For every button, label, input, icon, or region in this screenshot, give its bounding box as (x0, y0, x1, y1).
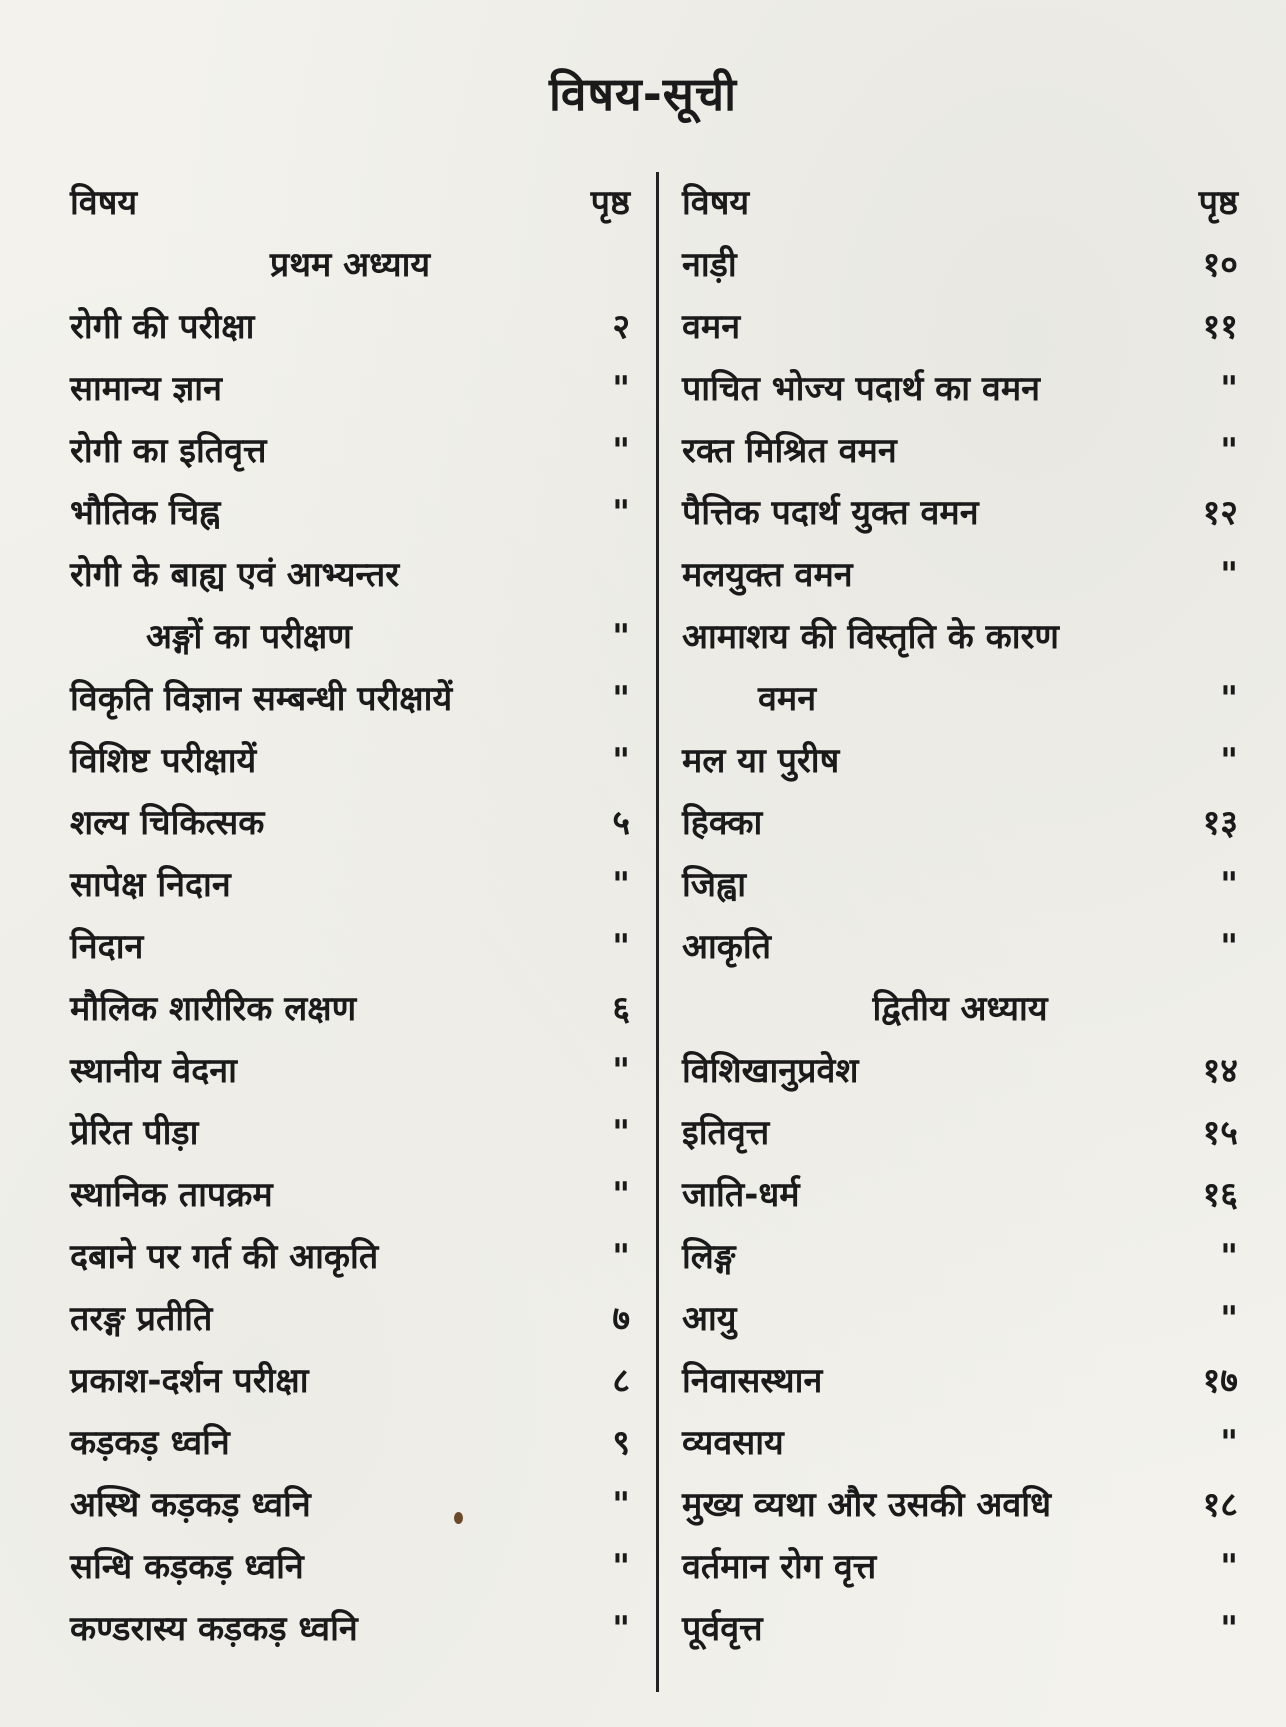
entry-title: मलयुक्त वमन (682, 555, 853, 595)
chapter-title: प्रथम अध्याय (269, 245, 431, 285)
entry-title: रोगी का इतिवृत्त (70, 431, 267, 471)
entry-page-number: ११ (1202, 307, 1238, 347)
toc-entry (70, 1040, 630, 1102)
toc-entry (682, 854, 1238, 916)
toc-entry (682, 234, 1238, 296)
entry-title: विशिष्ट परीक्षायें (70, 741, 257, 781)
entry-page-number: ८ (612, 1361, 630, 1401)
right-entries (682, 234, 1238, 1660)
entry-page-number: १७ (1202, 1361, 1238, 1401)
entry-page-number: " (1220, 1237, 1238, 1277)
toc-entry (682, 792, 1238, 854)
toc-entry (682, 1536, 1238, 1598)
left-column (70, 172, 630, 1660)
entry-title: सन्धि कड़कड़ ध्वनि (70, 1547, 304, 1587)
toc-entry (70, 420, 630, 482)
toc-entry (70, 730, 630, 792)
toc-entry (70, 1598, 630, 1660)
entry-title: वमन (758, 679, 817, 719)
column-divider (656, 172, 659, 1692)
entry-page-number: " (612, 431, 630, 471)
toc-entry (70, 482, 630, 544)
entry-page-number: " (1220, 369, 1238, 409)
toc-entry (70, 1288, 630, 1350)
toc-entry (70, 1102, 630, 1164)
entry-title: पूर्ववृत्त (682, 1609, 763, 1649)
entry-page-number: " (1220, 555, 1238, 595)
entry-page-number: " (612, 1609, 630, 1649)
toc-entry (682, 1164, 1238, 1226)
entry-page-number: १४ (1202, 1051, 1238, 1091)
toc-entry (682, 730, 1238, 792)
entry-title: तरङ्ग प्रतीति (70, 1299, 213, 1339)
toc-entry (682, 1102, 1238, 1164)
entry-page-number: " (612, 1113, 630, 1153)
page-title: विषय-सूची (548, 67, 738, 121)
entry-title: कड़कड़ ध्वनि (70, 1423, 230, 1463)
toc-entry (70, 1350, 630, 1412)
chapter-title: द्वितीय अध्याय (872, 989, 1048, 1029)
entry-title: स्थानिक तापक्रम (70, 1175, 273, 1215)
entry-title: अङ्गों का परीक्षण (146, 617, 352, 657)
entry-page-number: " (612, 1051, 630, 1091)
entry-page-number: २ (612, 307, 630, 347)
entry-title: शल्य चिकित्सक (70, 803, 265, 843)
entry-page-number: " (612, 865, 630, 905)
toc-entry (682, 544, 1238, 606)
entry-title: जिह्वा (682, 865, 747, 905)
toc-entry (70, 1226, 630, 1288)
entry-title: मौलिक शारीरिक लक्षण (70, 989, 357, 1029)
right-column-header (682, 172, 1238, 234)
entry-page-number: ७ (612, 1299, 630, 1339)
entry-title: पाचित भोज्य पदार्थ का वमन (682, 369, 1041, 409)
entry-page-number: " (1220, 741, 1238, 781)
toc-entry (70, 792, 630, 854)
toc-entry (70, 978, 630, 1040)
toc-entry (682, 1350, 1238, 1412)
toc-entry (682, 606, 1238, 668)
entry-page-number: ९ (612, 1423, 630, 1463)
entry-title: स्थानीय वेदना (70, 1051, 237, 1091)
entry-title: पैत्तिक पदार्थ युक्त वमन (682, 493, 979, 533)
toc-entry (682, 420, 1238, 482)
entry-title: नाड़ी (682, 245, 737, 285)
entry-page-number: " (1220, 1609, 1238, 1649)
left-entries (70, 234, 630, 1660)
toc-entry (682, 668, 1238, 730)
entry-page-number: १३ (1202, 803, 1238, 843)
entry-page-number: " (612, 741, 630, 781)
entry-title: रक्त मिश्रित वमन (682, 431, 897, 471)
chapter-heading (682, 978, 1238, 1040)
entry-title: भौतिक चिह्न (70, 493, 221, 533)
entry-title: प्रेरित पीड़ा (70, 1113, 199, 1153)
entry-page-number: " (1220, 431, 1238, 471)
entry-page-number: " (612, 927, 630, 967)
toc-entry (682, 1474, 1238, 1536)
subject-heading: विषय (682, 183, 750, 223)
entry-page-number: १६ (1202, 1175, 1238, 1215)
entry-title: सापेक्ष निदान (70, 865, 231, 905)
left-column-header (70, 172, 630, 234)
entry-page-number: " (612, 1485, 630, 1525)
entry-page-number: " (612, 493, 630, 533)
entry-title: विकृति विज्ञान सम्बन्धी परीक्षायें (70, 679, 453, 719)
entry-page-number: १० (1202, 245, 1238, 285)
toc-entry (682, 1040, 1238, 1102)
entry-title: वर्तमान रोग वृत्त (682, 1547, 877, 1587)
entry-title: वमन (682, 307, 741, 347)
entry-page-number: " (1220, 1299, 1238, 1339)
toc-entry (682, 1288, 1238, 1350)
entry-page-number: " (1220, 1547, 1238, 1587)
entry-title: निदान (70, 927, 144, 967)
entry-title: व्यवसाय (682, 1423, 784, 1463)
entry-page-number: ५ (612, 803, 630, 843)
toc-entry (70, 668, 630, 730)
entry-page-number: " (1220, 679, 1238, 719)
toc-entry (682, 482, 1238, 544)
entry-page-number: ६ (612, 989, 630, 1029)
toc-entry (70, 544, 630, 606)
right-column (682, 172, 1238, 1660)
toc-entry (70, 358, 630, 420)
ink-speck (454, 1512, 463, 1524)
entry-title: निवासस्थान (682, 1361, 823, 1401)
toc-entry (682, 1226, 1238, 1288)
toc-entry (682, 916, 1238, 978)
entry-title: हिक्का (682, 803, 763, 843)
page-heading: पृष्ठ (1198, 183, 1238, 223)
toc-entry (682, 296, 1238, 358)
toc-entry (682, 1598, 1238, 1660)
toc-entry (70, 1164, 630, 1226)
toc-entry (70, 916, 630, 978)
subject-heading: विषय (70, 183, 138, 223)
entry-title: आयु (682, 1299, 737, 1339)
entry-title: इतिवृत्त (682, 1113, 770, 1153)
toc-entry (70, 1474, 630, 1536)
entry-page-number: " (1220, 865, 1238, 905)
entry-title: विशिखानुप्रवेश (682, 1051, 859, 1091)
entry-page-number: " (1220, 1423, 1238, 1463)
entry-title: कण्डरास्य कड़कड़ ध्वनि (70, 1609, 358, 1649)
entry-title: लिङ्ग (682, 1237, 736, 1277)
toc-entry (70, 1536, 630, 1598)
entry-title: अस्थि कड़कड़ ध्वनि (70, 1485, 311, 1525)
entry-title: आकृति (682, 927, 772, 967)
entry-title: सामान्य ज्ञान (70, 369, 222, 409)
entry-title: दबाने पर गर्त की आकृति (70, 1237, 379, 1277)
toc-entry (70, 606, 630, 668)
entry-page-number: " (1220, 927, 1238, 967)
toc-entry (70, 854, 630, 916)
entry-title: मुख्य व्यथा और उसकी अवधि (682, 1485, 1051, 1525)
entry-page-number: " (612, 1237, 630, 1277)
toc-entry (682, 1412, 1238, 1474)
toc-entry (70, 296, 630, 358)
entry-page-number: १८ (1202, 1485, 1238, 1525)
page-heading: पृष्ठ (590, 183, 630, 223)
entry-page-number: " (612, 1547, 630, 1587)
toc-entry (70, 1412, 630, 1474)
entry-title: रोगी के बाह्य एवं आभ्यन्तर (70, 555, 400, 595)
chapter-heading (70, 234, 630, 296)
entry-page-number: " (612, 679, 630, 719)
toc-entry (682, 358, 1238, 420)
entry-title: मल या पुरीष (682, 741, 840, 781)
entry-title: जाति-धर्म (682, 1175, 800, 1215)
entry-title: आमाशय की विस्तृति के कारण (682, 617, 1060, 657)
entry-page-number: १२ (1202, 493, 1238, 533)
entry-page-number: " (612, 369, 630, 409)
entry-page-number: " (612, 617, 630, 657)
entry-title: रोगी की परीक्षा (70, 307, 255, 347)
entry-page-number: " (612, 1175, 630, 1215)
entry-page-number: १५ (1202, 1113, 1238, 1153)
entry-title: प्रकाश-दर्शन परीक्षा (70, 1361, 309, 1401)
